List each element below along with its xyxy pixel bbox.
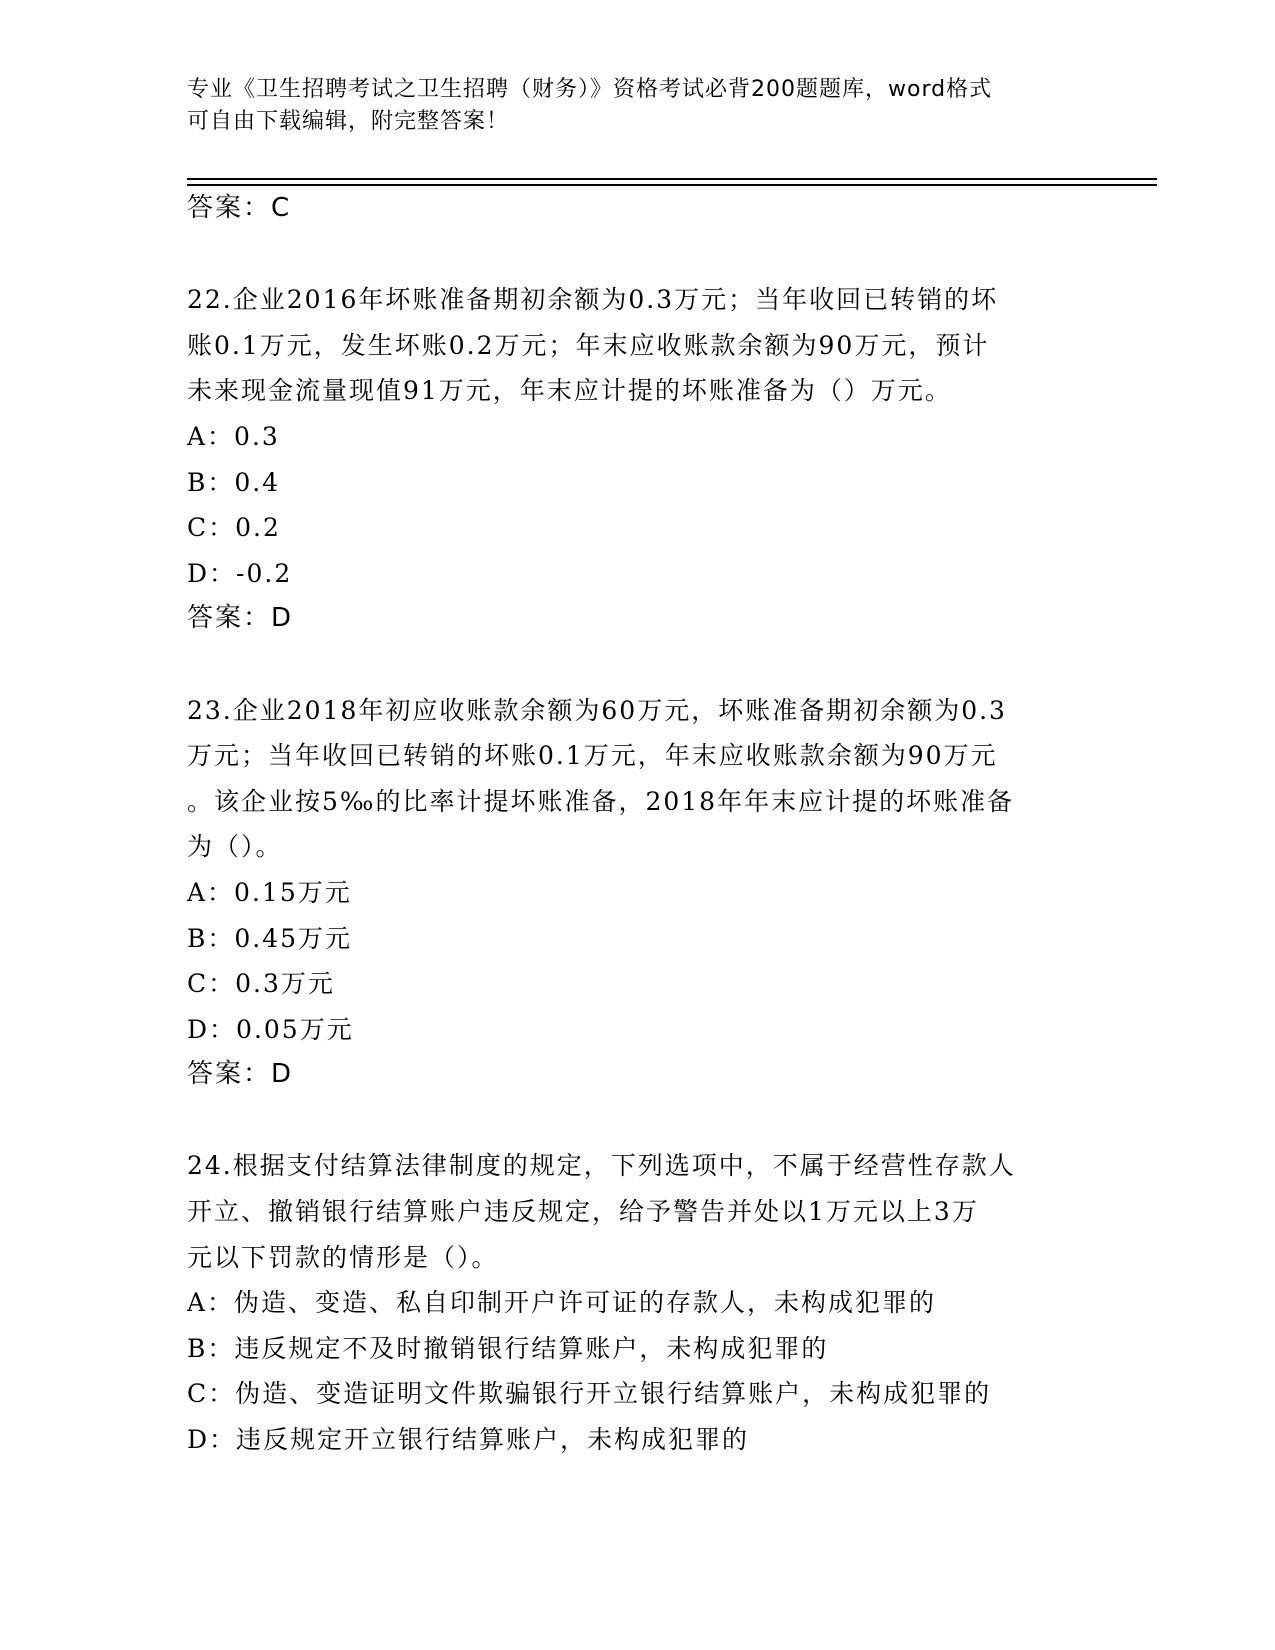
question-stem: 万元；当年收回已转销的坏账0.1万元，年末应收账款余额为90万元	[187, 741, 998, 771]
question-stem: 账0.1万元，发生坏账0.2万元；年末应收账款余额为90万元，预计	[187, 330, 990, 360]
option-a: A：0.15万元	[187, 877, 352, 907]
option-d: D：-0.2	[187, 558, 293, 588]
question-24	[187, 1143, 1087, 1462]
header-line: 专业《卫生招聘考试之卫生招聘（财务）》资格考试必背200题题库，word格式	[187, 77, 993, 102]
question-stem: 23.企业2018年初应收账款余额为60万元，坏账准备期初余额为0.3	[187, 695, 1007, 725]
header-divider	[187, 178, 1157, 180]
option-c: C：0.2	[187, 513, 281, 543]
question-stem: 为（）。	[187, 832, 283, 862]
option-b: B：0.45万元	[187, 923, 353, 953]
option-c: C：伪造、变造证明文件欺骗银行开立银行结算账户，未构成犯罪的	[187, 1379, 992, 1409]
document-header	[187, 74, 1087, 138]
option-a: A：伪造、变造、私自印制开户许可证的存款人，未构成犯罪的	[187, 1288, 937, 1318]
question-stem: 开立、撤销银行结算账户违反规定，给予警告并处以1万元以上3万	[187, 1197, 979, 1227]
question-list	[187, 186, 1087, 1463]
question-stem: 未来现金流量现值91万元，年末应计提的坏账准备为（）万元。	[187, 376, 952, 406]
question-stem: 22.企业2016年坏账准备期初余额为0.3万元；当年收回已转销的坏	[187, 285, 999, 315]
question-stem: 。该企业按5‰的比率计提坏账准备，2018年年末应计提的坏账准备	[187, 786, 1015, 816]
header-line: 可自由下载编辑，附完整答案！	[187, 109, 510, 134]
question-stem: 元以下罚款的情形是（）。	[187, 1242, 499, 1272]
answer-line: 答案：D	[187, 603, 294, 634]
option-a: A：0.3	[187, 421, 280, 451]
question-22	[187, 277, 1087, 642]
option-c: C：0.3万元	[187, 969, 335, 999]
answer-line: 答案：C	[187, 193, 292, 223]
question-23	[187, 688, 1087, 1098]
option-b: B：0.4	[187, 467, 281, 497]
option-b: B：违反规定不及时撤销银行结算账户，未构成犯罪的	[187, 1333, 829, 1363]
option-d: D：违反规定开立银行结算账户，未构成犯罪的	[187, 1425, 750, 1455]
option-d: D：0.05万元	[187, 1014, 354, 1044]
answer-line: 答案：D	[187, 1059, 294, 1090]
question-stem: 24.根据支付结算法律制度的规定，下列选项中，不属于经营性存款人	[187, 1151, 1016, 1181]
